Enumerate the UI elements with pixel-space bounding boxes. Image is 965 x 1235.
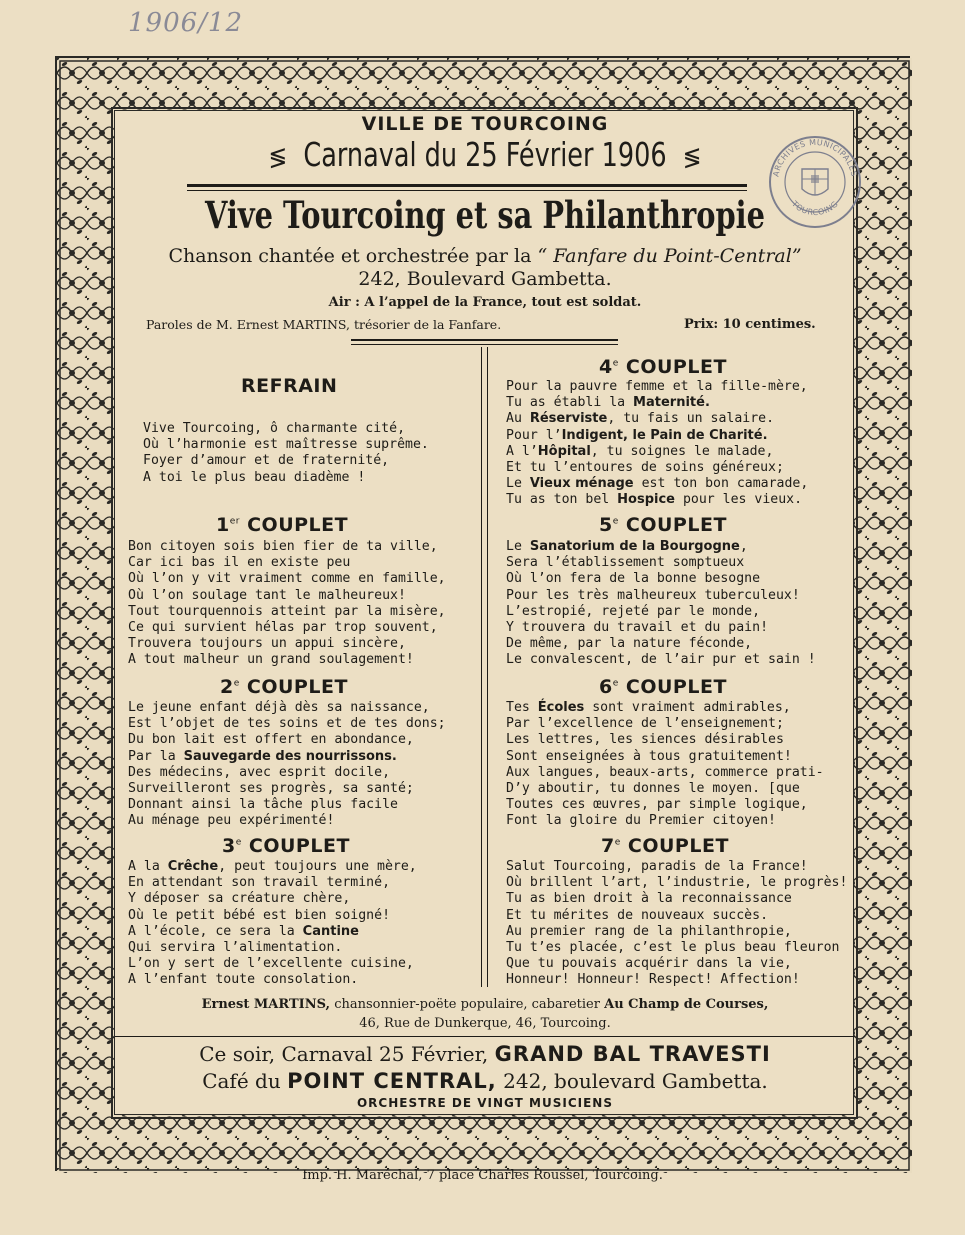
verse-line: A tout malheur un grand soulagement! (128, 652, 414, 668)
bal-date: Ce soir, Carnaval 25 Février, (199, 1042, 489, 1066)
verse-line: Que tu pouvais acquérir dans la vie, (506, 956, 792, 972)
verse-line: Le Sanatorium de la Bourgogne, (506, 539, 748, 554)
couplet-6-heading: 6e COUPLET (599, 676, 727, 698)
verse-line: Car ici bas il en existe peu (128, 555, 351, 571)
archives-stamp (766, 133, 864, 231)
couplet-7-heading: 7e COUPLET (601, 835, 729, 857)
verse-line: Tu as établi la Maternité. (506, 395, 710, 411)
verse-line: Le Vieux ménage est ton bon camarade, (506, 476, 809, 492)
city-heading: VILLE DE TOURCOING (361, 113, 609, 135)
right-flourish-icon: ≶ (682, 143, 702, 173)
verse-line: Toutes ces œuvres, par simple logique, (506, 797, 808, 813)
air-line: Air : A l’appel de la France, tout est soldat. (328, 295, 642, 310)
verse-line: Par l’excellence de l’enseignement; (506, 716, 784, 732)
verse-line: Sera l’établissement somptueux (506, 555, 745, 571)
column-divider-left (481, 347, 482, 987)
couplet-2-lines (128, 700, 446, 830)
verse-line: Les lettres, les siences désirables (506, 732, 784, 748)
bal-line-1 (115, 1042, 855, 1066)
couplet-2-heading: 2e COUPLET (220, 676, 348, 698)
verse-line: Tes Écoles sont vraiment admirables, (506, 700, 791, 715)
bal-separator (115, 1036, 855, 1037)
verse-line: D’y aboutir, tu donnes le moyen. [que (506, 781, 800, 797)
column-rule-top-thin (351, 344, 618, 345)
author-role: chansonnier-poëte populaire, cabaretier (334, 997, 600, 1012)
verse-line: Au Réserviste, tu fais un salaire. (506, 411, 775, 427)
verse-line: Trouvera toujours un appui sincère, (128, 636, 406, 652)
verse-line: De même, par la nature féconde, (506, 636, 753, 652)
verse-line: Des médecins, avec esprit docile, (128, 764, 391, 780)
verse-line: Où le petit bébé est bien soigné! (128, 907, 391, 923)
couplet-4-lines (506, 379, 808, 509)
verse-line: Au premier rang de la philanthropie, (506, 923, 792, 939)
refrain-lines (143, 421, 429, 486)
couplet-5-lines (506, 539, 816, 669)
verse-line: Et tu l’entoures de soins généreux; (506, 460, 784, 476)
event-heading (167, 135, 803, 174)
chanson-line (115, 245, 855, 267)
verse-line: Tu t’es placée, c’est le plus beau fleuron (506, 940, 840, 956)
verse-line: Tout tourquennois atteint par la misère, (128, 603, 446, 619)
poster-content (114, 110, 854, 1115)
verse-line: A toi le plus beau diadème ! (143, 469, 366, 485)
verse-line: Foyer d’amour et de fraternité, (143, 453, 390, 469)
bal-line-2 (115, 1069, 855, 1093)
verse-line: Du bon lait est offert en abondance, (128, 732, 414, 748)
bal-address: 242, boulevard Gambetta. (503, 1069, 768, 1093)
verse-line: Où l’on soulage tant le malheureux! (128, 587, 406, 603)
verse-line: Pour l’Indigent, le Pain de Charité. (506, 427, 768, 443)
column-divider-right (487, 347, 488, 987)
verse-line: Ce qui survient hélas par trop souvent, (128, 620, 438, 636)
verse-line: Surveilleront ses progrès, sa santé; (128, 781, 414, 797)
verse-line: Pour les très malheureux tuberculeux! (506, 587, 800, 603)
printer-line: Imp. H. Maréchal, 7 place Charles Roussel, Tourcoing. (302, 1168, 663, 1183)
verse-line: L’on y sert de l’excellente cuisine, (128, 956, 414, 972)
verse-line: Aux langues, beaux-arts, commerce prati- (506, 764, 824, 780)
fanfare-name: “ Fanfare du Point-Central” (537, 245, 802, 267)
bal-cafe-name: POINT CENTRAL, (287, 1069, 497, 1093)
verse-line: Où l’on fera de la bonne besogne (506, 571, 761, 587)
author-venue: Au Champ de Courses, (604, 997, 769, 1012)
verse-line: Au ménage peu expérimenté! (128, 813, 335, 829)
verse-line: Qui servira l’alimentation. (128, 940, 343, 956)
event-title: Carnaval du 25 Février 1906 (303, 135, 667, 174)
couplet-1-lines (128, 539, 446, 669)
verse-line: Tu as bien droit à la reconnaissance (506, 891, 792, 907)
title-rule-top-thin (187, 190, 747, 191)
orchestra-line: ORCHESTRE DE VINGT MUSICIENS (356, 1096, 613, 1110)
price: Prix: 10 centimes. (684, 317, 816, 332)
verse-line: Y déposer sa créature chère, (128, 891, 351, 907)
verse-line: Vive Tourcoing, ô charmante cité, (143, 421, 406, 436)
song-title: Vive Tourcoing et sa Philanthropie (205, 193, 765, 237)
couplet-5-heading: 5e COUPLET (599, 514, 727, 536)
verse-line: A l’Hôpital, tu soignes le malade, (506, 443, 774, 459)
svg-text:ARCHIVES MUNICIPALES: ARCHIVES MUNICIPALES (771, 137, 859, 178)
verse-line: Sont enseignées à tous gratuitement! (506, 748, 792, 764)
verse-line: Donnant ainsi la tâche plus facile (128, 797, 398, 813)
verse-line: Font la gloire du Premier citoyen! (506, 813, 776, 829)
author-credit (115, 995, 855, 1033)
verse-line: Par la Sauvegarde des nourrissons. (128, 748, 397, 764)
couplet-1-heading: 1er COUPLET (216, 514, 349, 536)
title-rule-top (187, 184, 747, 187)
verse-line: A la Crêche, peut toujours une mère, (128, 859, 417, 874)
verse-line: Tu as ton bel Hospice pour les vieux. (506, 492, 803, 508)
verse-line: Le jeune enfant déjà dès sa naissance, (128, 700, 430, 715)
author-address: 46, Rue de Dunkerque, 46, Tourcoing. (359, 1016, 611, 1031)
bal-cafe-prefix: Café du (202, 1069, 281, 1093)
couplet-7-lines (506, 859, 847, 989)
archive-handwritten-note: 1906/12 (128, 8, 244, 38)
verse-line: L’estropié, rejeté par le monde, (506, 603, 761, 619)
verse-line: Où brillent l’art, l’industrie, le progrès! (506, 875, 848, 891)
couplet-6-lines (506, 700, 824, 830)
verse-line: Et tu mérites de nouveaux succès. (506, 907, 769, 923)
verse-line: Est l’objet de tes soins et de tes dons; (128, 716, 446, 732)
author-name: Ernest MARTINS, (201, 997, 331, 1012)
couplet-4-heading: 4e COUPLET (599, 356, 727, 378)
verse-line: A l’enfant toute consolation. (128, 972, 359, 988)
refrain-heading: REFRAIN (241, 375, 338, 397)
fanfare-address: 242, Boulevard Gambetta. (358, 268, 612, 290)
verse-line: Où l’harmonie est maîtresse suprême. (143, 437, 429, 453)
chanson-prefix: Chanson chantée et orchestrée par la (168, 245, 532, 267)
verse-line: Le convalescent, de l’air pur et sain ! (506, 652, 816, 668)
svg-text:TOURCOING: TOURCOING (789, 199, 841, 218)
verse-line: A l’école, ce sera la Cantine (128, 923, 359, 939)
verse-line: En attendant son travail terminé, (128, 875, 391, 891)
verse-line: Bon citoyen sois bien fier de ta ville, (128, 539, 438, 554)
left-flourish-icon: ≶ (268, 143, 288, 173)
verse-line: Pour la pauvre femme et la fille-mère, (506, 379, 808, 394)
verse-line: Salut Tourcoing, paradis de la France! (506, 859, 808, 874)
verse-line: Honneur! Honneur! Respect! Affection! (506, 972, 800, 988)
verse-line: Où l’on y vit vraiment comme en famille, (128, 571, 446, 587)
couplet-3-lines (128, 859, 417, 989)
lyricist-credit: Paroles de M. Ernest MARTINS, trésorier de la Fanfare. (146, 317, 502, 332)
bal-title: GRAND BAL TRAVESTI (494, 1042, 771, 1066)
verse-line: Y trouvera du travail et du pain! (506, 620, 769, 636)
column-rule-top (351, 339, 618, 341)
couplet-3-heading: 3e COUPLET (222, 835, 350, 857)
